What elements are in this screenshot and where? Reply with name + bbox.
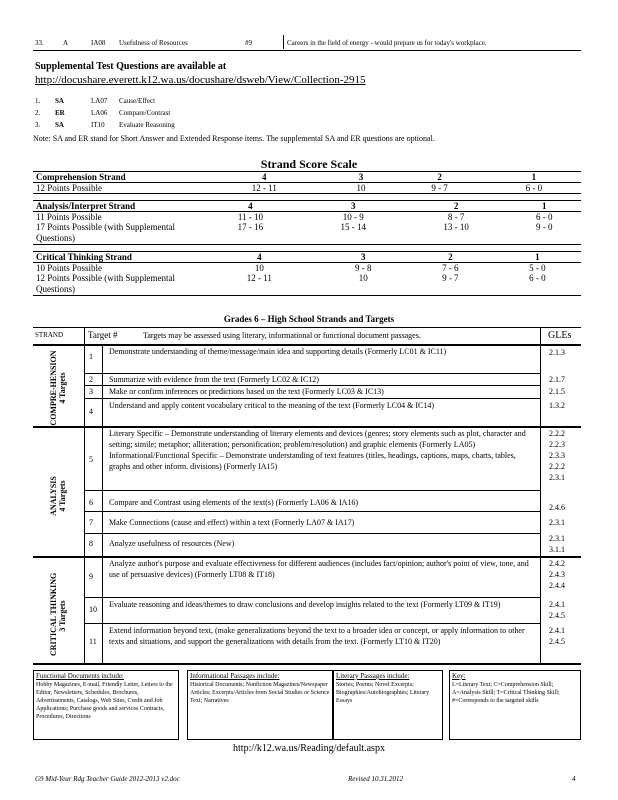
strand-score-title: Strand Score Scale [260,157,358,171]
grades-title: Grades 6 – High School Strands and Targets [223,314,395,324]
target-row: Make Connections (cause and effect) within a text (Formerly LA07 & IA17) [109,518,355,527]
item-type: A [63,39,69,47]
target-row: Literary Specific – Demonstrate understanding of literary elements and devices (genres; story elements such as plot, character and setting; simile; metaphor; alliteration; personification; problem/resolution) and graphic elements (Formerly LA05) Informational/Functional Specific – Demonstrate understanding of text features (titles, headings, captions, maps, charts, tables, graphs and other inform. divisions) (Formerly IA15) [109,429,526,471]
target-row: Extend information beyond text, (make generalizations beyond the text to a broader idea or concept, or apply information to other texts and situations, and support the generalizations with details from the text. (Formerly LT10 & IT20) [109,626,525,646]
supp-item: 3. SA IT10 Evaluate Reasoning [35,121,175,129]
gles-col-header: GLEs [548,330,572,341]
item-desc: Usefulness of Resources [119,39,188,47]
target-row: Demonstrate understanding of theme/message/main idea and supporting details (Formerly LC01 & IC11) [109,347,447,356]
target-row: Analyze usefulness of resources (New) [109,539,235,548]
functional-docs-box: Functional Documents include: Hobby Magazines, E-mail, Friendly Letter, Letters to the Editor, Newsletters, Schedules, Brochures, Advertisements, Catalogs, Web Sites, Credit and Job Applications; Purchase goods and services Contracts, Procedures, Directions [33,670,179,740]
score-table-analysis: Analysis/Interpret Strand 4 3 2 1 11 Points Possible 11 - 10 10 - 9 8 - 7 6 - 0 17 Points Possible (with Supplemental Questions) 17 - 16 15 - 14 13 - 10 9 - 0 [33,200,581,245]
key-box: Key: L=Literary Text; C=Comprehension Skill; A=Analysis Skill; T=Critical Thinking Skill; #=Corresponds to the targeted skills [449,670,581,740]
strand-critical-thinking-label: CRITICAL THINKING 3 Targets [49,572,67,656]
literary-passages-box: Literary Passages include: Stories; Poems; Novel Excerpts; Biographies/Autobiographies; Literary Essays [333,670,443,740]
target-row: Summarize with evidence from the text (Formerly LC02 & IC12) [109,375,319,384]
desc-col-header: Targets may be assessed using literary, informational or functional document passages. [143,331,421,340]
supp-items [35,97,235,133]
score-table-comprehension: Comprehension Strand 4 3 2 1 12 Points Possible 12 - 11 10 9 - 7 6 - 0 [33,171,581,194]
reading-url[interactable]: http://k12.wa.us/Reading/default.aspx [233,743,385,754]
item-text: Careers in the field of energy - would prepare us for today's workplace. [287,39,487,47]
footer-page-number: 4 [572,775,576,783]
target-row: Understand and apply content vocabulary critical to the meaning of the text (Formerly LC04 & IC14) [109,401,435,410]
supp-item: 2. ER LA06 Compare/Contrast [35,109,171,117]
supplemental-heading: Supplemental Test Questions [35,61,159,72]
note-text: Note: SA and ER stand for Short Answer and Extended Response items. The supplemental SA and ER questions are optional. [33,134,435,143]
target-row: Evaluate reasoning and ideas/themes to draw conclusions and develop insights related to the text (Formerly LT09 & IT19) [109,600,501,609]
passage-types-boxes [33,670,581,742]
score-tables [33,171,581,296]
supplemental-link[interactable]: http://docushare.everett.k12.wa.us/docushare/dsweb/View/Collection-2915 [35,74,366,86]
supplemental-available: are available at [160,61,227,72]
item-target: IA08 [91,39,106,47]
informational-passages-box: Informational Passages include: Historical Documents; Nonfiction Magazines/Newspaper Articles; Excerpts/Articles from Social Studies or Science Text; Narratives [187,670,333,740]
top-item-row [35,39,575,49]
item-ref: #9 [245,39,252,47]
strand-table: STRAND Target # Targets may be assessed using literary, informational or functional document passages. GLEs COMPRE-HENSION 4 Targets 1 Demonstrate understanding of theme/message/main idea and supporting details (Formerly LC01 & IC11) 2.1.3 2 Summarize with evidence from the text (Formerly LC02 & IC12) 2.1.7 3 Make or confirm inferences or predictions based on the text (Formerly LC03 & IC13) 2.1.5 4 Understand and apply content vocabulary critical to the meaning of the text (Formerly LC04 & IC14) 1.3.2 ANALYSIS 4 Targets 5 Literary Specific – Demonstrate understanding of literary elements and devices (genres; story elements such as plot, character and setting; simile; metaphor; alliteration; personification; problem/resolution) and graphic elements (Formerly LA05) Informational/Functional Specific – Demonstrate understanding of text features (titles, headings, captions, maps, charts, tables, graphs and other inform. divisions) (Formerly IA15) 2.2.2 2.2.3 2.3.3 2.2.2 2.3.1 6 Compare and Contrast using elements of the text(s) (Formerly LA06 & IA16) 2.4.6 7 Make Connections (cause and effect) within a text (Formerly LA07 & IA17) 2.3.1 8 Analyze usefulness of resources (New) 2.3.1 3.1.1 CRITICAL THINKING 3 Targets 9 Analyze author's purpose and evaluate effectiveness for different audiences (includes fact/opinion; author's point of view, tone, and use of persuasive devices) (Formerly LT08 & IT18) 2.4.2 2.4.3 2.4.4 10 Evaluate reasoning and ideas/themes to draw conclusions and develop insights related to the text (Formerly LT09 & IT19) 2.4.1 2.4.5 11 Extend information beyond text, (make generalizations beyond the text to a broader idea or concept, or apply information to other texts and situations, and support the generalizations with details from the text. (Formerly LT10 & IT20) 2.4.1 2.4.5 [33,327,581,664]
strand-analysis-label: ANALYSIS 4 Targets [49,476,67,516]
score-table-critical: Critical Thinking Strand 4 3 2 1 10 Points Possible 10 9 - 8 7 - 6 5 - 0 12 Points Possible (with Supplemental Questions) 12 - 11 10 9 - 7 6 - 0 [33,251,581,296]
footer-revised: Revised 10.31.2012 [348,775,404,783]
strand-col-header: STRAND [35,331,64,339]
strand-comprehension-label: COMPRE-HENSION 4 Targets [49,350,67,426]
footer-doc-name: G9 Mid-Year Rdg Teacher Guide 2012-2013 v2.doc [35,775,180,783]
supp-item: 1. SA LA07 Cause/Effect [35,97,156,105]
supplemental-line [35,61,595,73]
target-row: Compare and Contrast using elements of the text(s) (Formerly LA06 & IA16) [109,498,359,507]
item-number: 33. [35,39,44,47]
target-col-header: Target # [88,330,118,340]
target-row: Analyze author's purpose and evaluate effectiveness for different audiences (includes fact/opinion; author's point of view, tone, and use of persuasive devices) (Formerly LT08 & IT18) [109,559,529,579]
target-row: Make or confirm inferences or predictions based on the text (Formerly LC03 & IC13) [109,387,384,396]
